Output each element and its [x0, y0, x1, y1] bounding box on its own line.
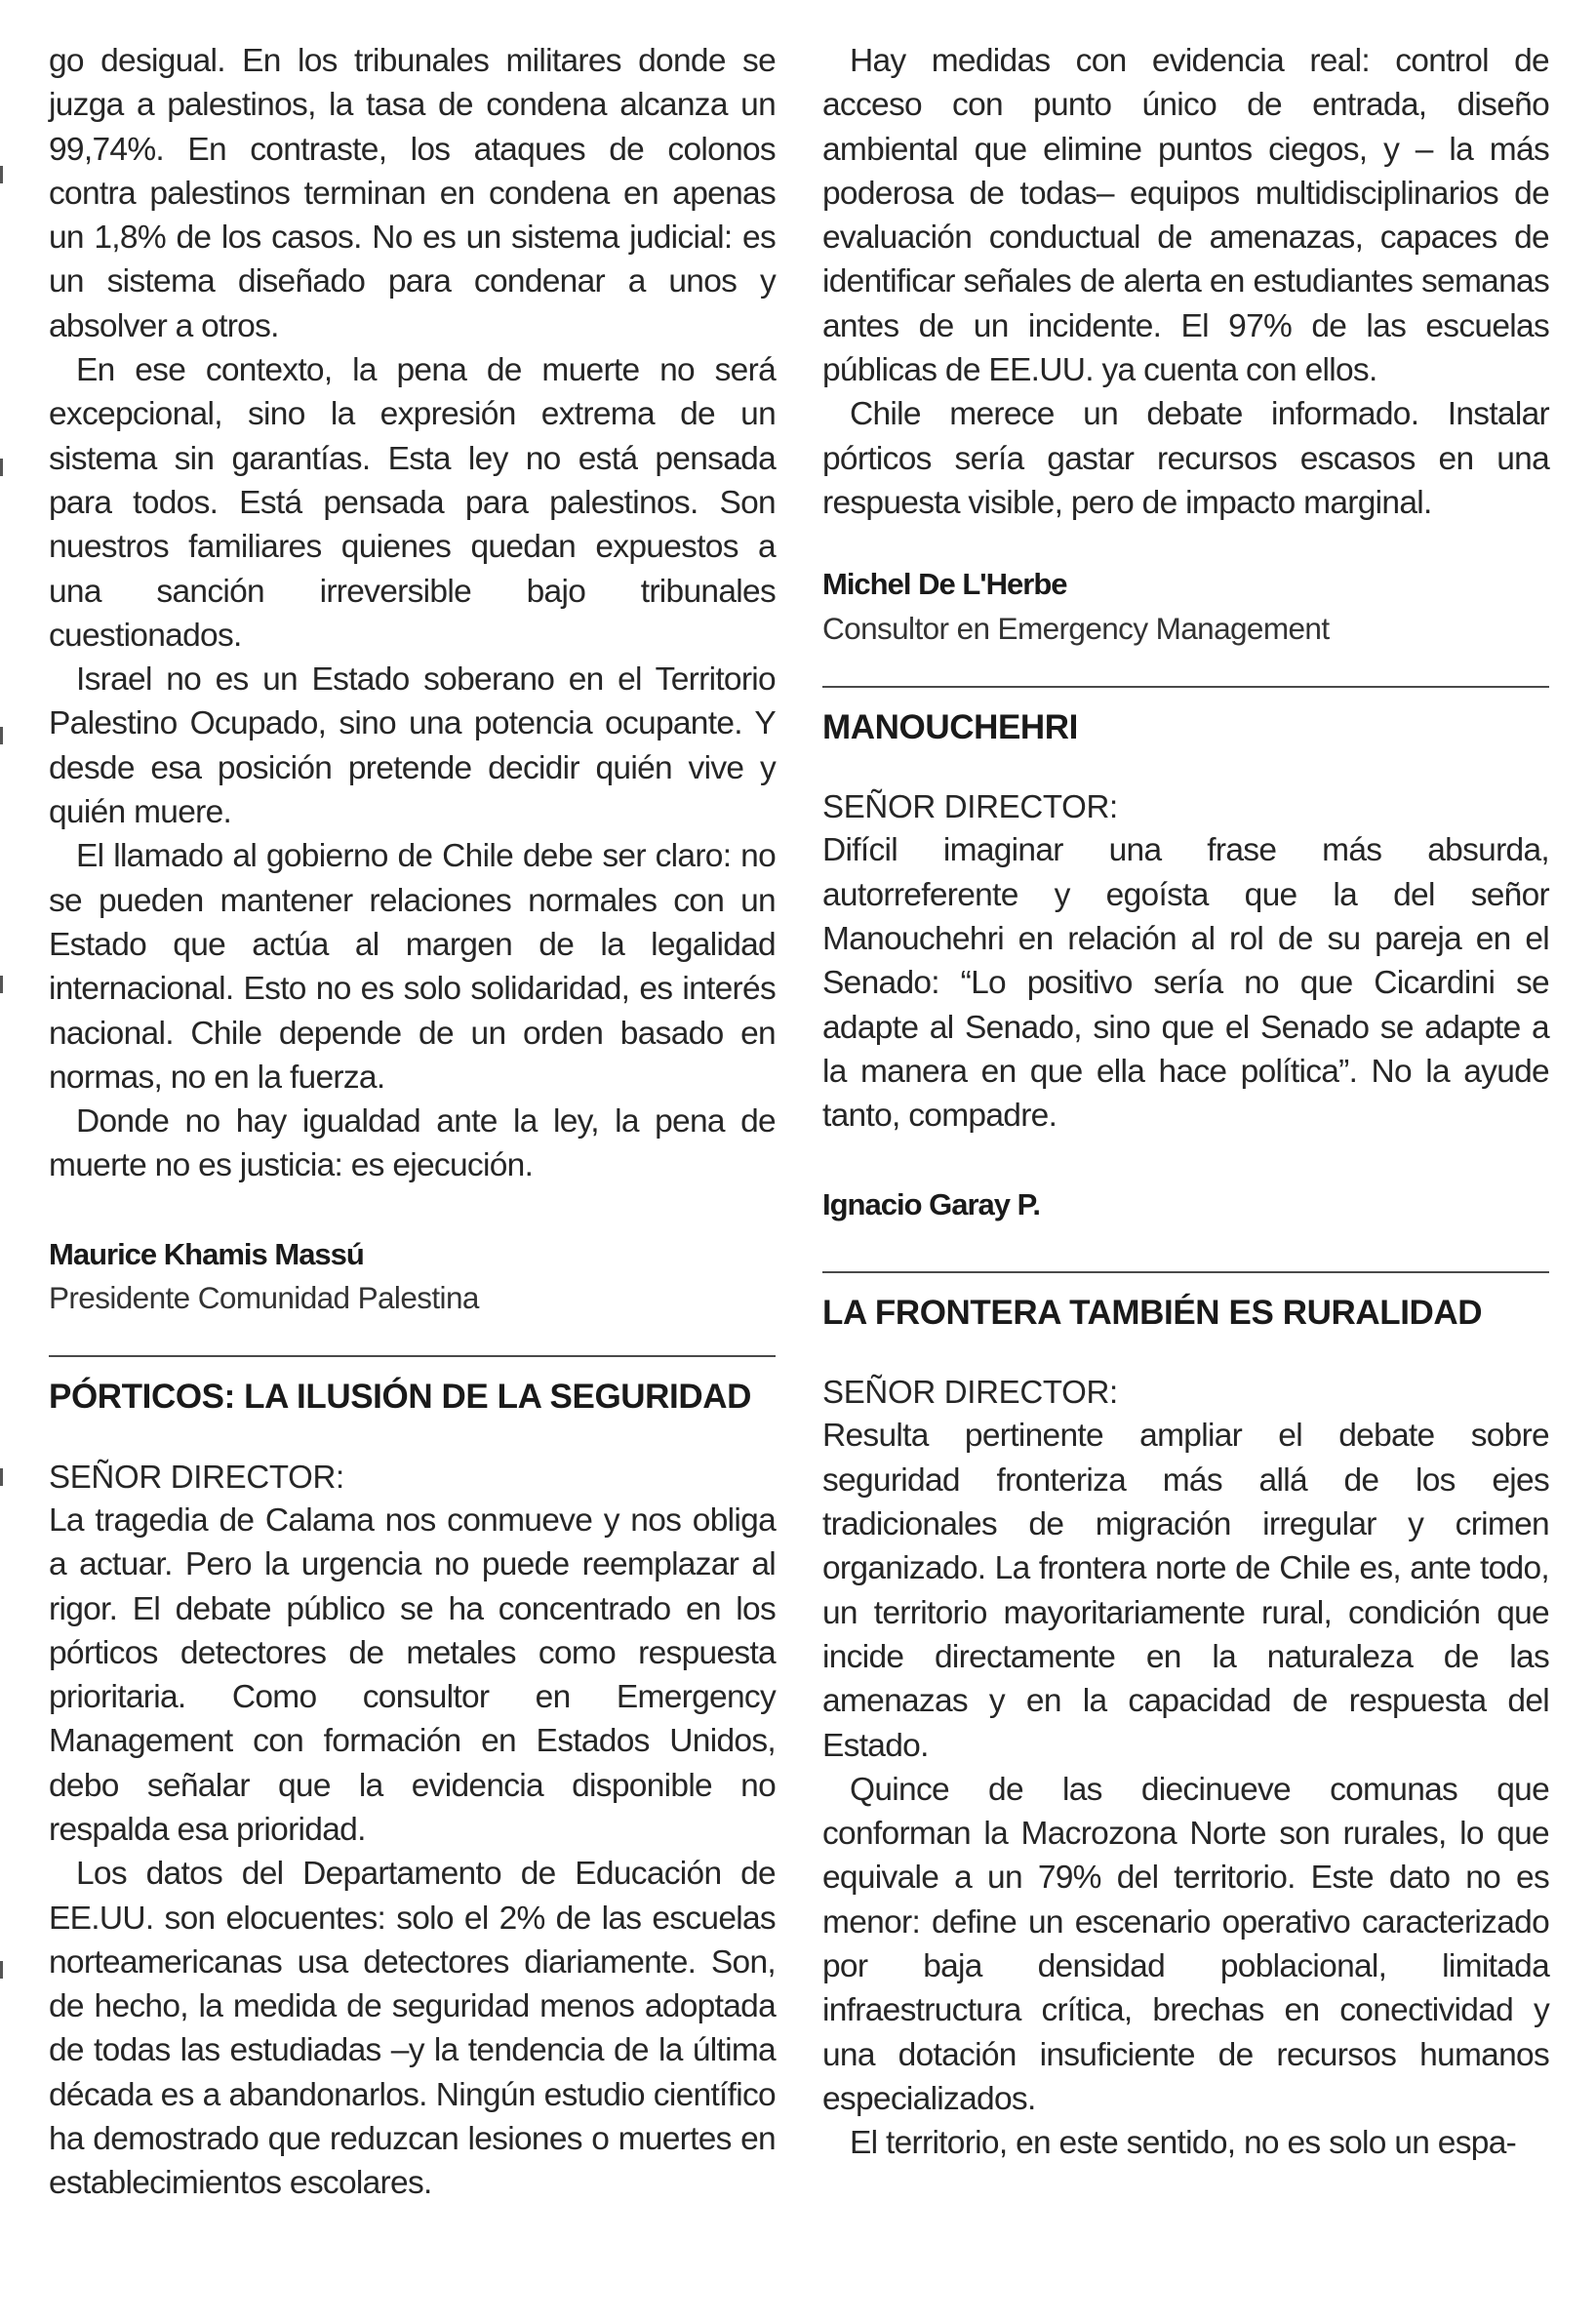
- edge-mark: [0, 1961, 3, 1979]
- letter-porticos-body: [49, 1499, 776, 2206]
- edge-mark: [0, 727, 3, 744]
- letter-salutation: SEÑOR DIRECTOR:: [49, 1458, 344, 1495]
- letter-manouchehri-body: [822, 828, 1549, 1138]
- page-edge-marks: [0, 0, 12, 2322]
- letter-salutation: SEÑOR DIRECTOR:: [822, 1374, 1118, 1411]
- letter-paragraph: El territorio, en este sentido, no es solo un espa-: [850, 2125, 1517, 2162]
- signer-name: Michel De L'Herbe: [822, 567, 1067, 602]
- edge-mark: [0, 459, 3, 476]
- signer-role: Presidente Comunidad Palestina: [49, 1280, 479, 1316]
- letter-paragraph: Quince de las diecinueve comunas que conforman la Macrozona Norte son rurales, lo que equivale a un 79% del territorio. Este dato no es menor: define un escenario operativo caracterizado por baja densidad poblacional, limitada infraestructura crítica, brechas en conectividad y una dotación insuficiente de recursos humanos especializados.: [822, 1771, 1549, 2117]
- letter-porticos-continuation: [822, 39, 1549, 525]
- signer-role: Consultor en Emergency Management: [822, 610, 1330, 646]
- letter-paragraph: La tragedia de Calama nos conmueve y nos obliga a actuar. Pero la urgencia no puede reemplazar al rigor. El debate público se ha concentrado en los pórticos detectores de metales como respuesta prioritaria. Como consultor en Emergency Management con formación en Estados Unidos, debo señalar que la evidencia disponible no respalda esa prioridad.: [49, 1501, 776, 1848]
- letter-paragraph: Resulta pertinente ampliar el debate sobre seguridad fronteriza más allá de los ejes tradicionales de migración irregular y crimen organizado. La frontera norte de Chile es, ante todo, un territorio mayoritariamente rural, condición que incide directamente en la naturaleza de las amenazas y en la capacidad de respuesta del Estado.: [822, 1418, 1549, 1764]
- letter-paragraph: Donde no hay igualdad ante la ley, la pena de muerte no es justicia: es ejecución.: [49, 1103, 776, 1184]
- letter-headline: MANOUCHEHRI: [822, 707, 1078, 746]
- letter-frontera-body: [822, 1414, 1549, 2165]
- letter-paragraph: El llamado al gobierno de Chile debe ser claro: no se pueden mantener relaciones normales con un Estado que actúa al margen de la legalidad internacional. Esto no es solo solidaridad, es interés nacional. Chile depende de un orden basado en normas, no en la fuerza.: [49, 838, 776, 1096]
- signer-name: Ignacio Garay P.: [822, 1186, 1040, 1221]
- edge-mark: [0, 976, 3, 993]
- left-column: [49, 39, 776, 2206]
- letter-paragraph: Chile merece un debate informado. Instalar pórticos sería gastar recursos escasos en una respuesta visible, pero de impacto marginal.: [822, 396, 1549, 521]
- right-column: [822, 39, 1549, 2165]
- letter-headline: LA FRONTERA TAMBIÉN ES RURALIDAD: [822, 1293, 1483, 1332]
- letter-salutation: SEÑOR DIRECTOR:: [822, 788, 1118, 825]
- letter-headline: PÓRTICOS: LA ILUSIÓN DE LA SEGURIDAD: [49, 1378, 751, 1417]
- letter-paragraph: En ese contexto, la pena de muerte no será excepcional, sino la expresión extrema de un sistema sin garantías. Esta ley no está pensada para todos. Está pensada para palestinos. Son nuestros familiares quienes quedan expuestos a una sanción irreversible bajo tribunales cuestionados.: [49, 352, 776, 654]
- letter-paragraph: Israel no es un Estado soberano en el Territorio Palestino Ocupado, sino una potencia ocupante. Y desde esa posición pretende decidir quién vive y quién muere.: [49, 661, 776, 831]
- letter-paragraph: Los datos del Departamento de Educación de EE.UU. son elocuentes: solo el 2% de las escuelas norteamericanas usa detectores diariamente. Son, de hecho, la medida de seguridad menos adoptada de todas las estudiadas –y la tendencia de la última década es a abandonarlos. Ningún estudio científico ha demostrado que reduzcan lesiones o muertes en establecimientos escolares.: [49, 1856, 776, 2202]
- signer-name: Maurice Khamis Massú: [49, 1236, 364, 1271]
- letter-palestina-body: [49, 39, 776, 1188]
- letter-paragraph: go desigual. En los tribunales militares donde se juzga a palestinos, la tasa de condena alcanza un 99,74%. En contraste, los ataques de colonos contra palestinos terminan en condena en apenas un 1,8% de los casos. No es un sistema judicial: es un sistema diseñado para condenar a unos y absolver a otros.: [49, 43, 776, 344]
- edge-mark: [0, 1468, 3, 1486]
- edge-mark: [0, 166, 3, 183]
- letter-paragraph: Hay medidas con evidencia real: control de acceso con punto único de entrada, diseño ambiental que elimine puntos ciegos, y – la más poderosa de todas– equipos multidisciplinarios de evaluación conductual de amenazas, capaces de identificar señales de alerta en estudiantes semanas antes de un incidente. El 97% de las escuelas públicas de EE.UU. ya cuenta con ellos.: [822, 43, 1549, 389]
- letter-paragraph: Difícil imaginar una frase más absurda, autorreferente y egoísta que la del señor Manouchehri en relación al rol de su pareja en el Senado: “Lo positivo sería no que Cicardini se adapte al Senado, sino que el Senado se adapte a la manera en que ella hace política”. No la ayude tanto, compadre.: [822, 832, 1549, 1135]
